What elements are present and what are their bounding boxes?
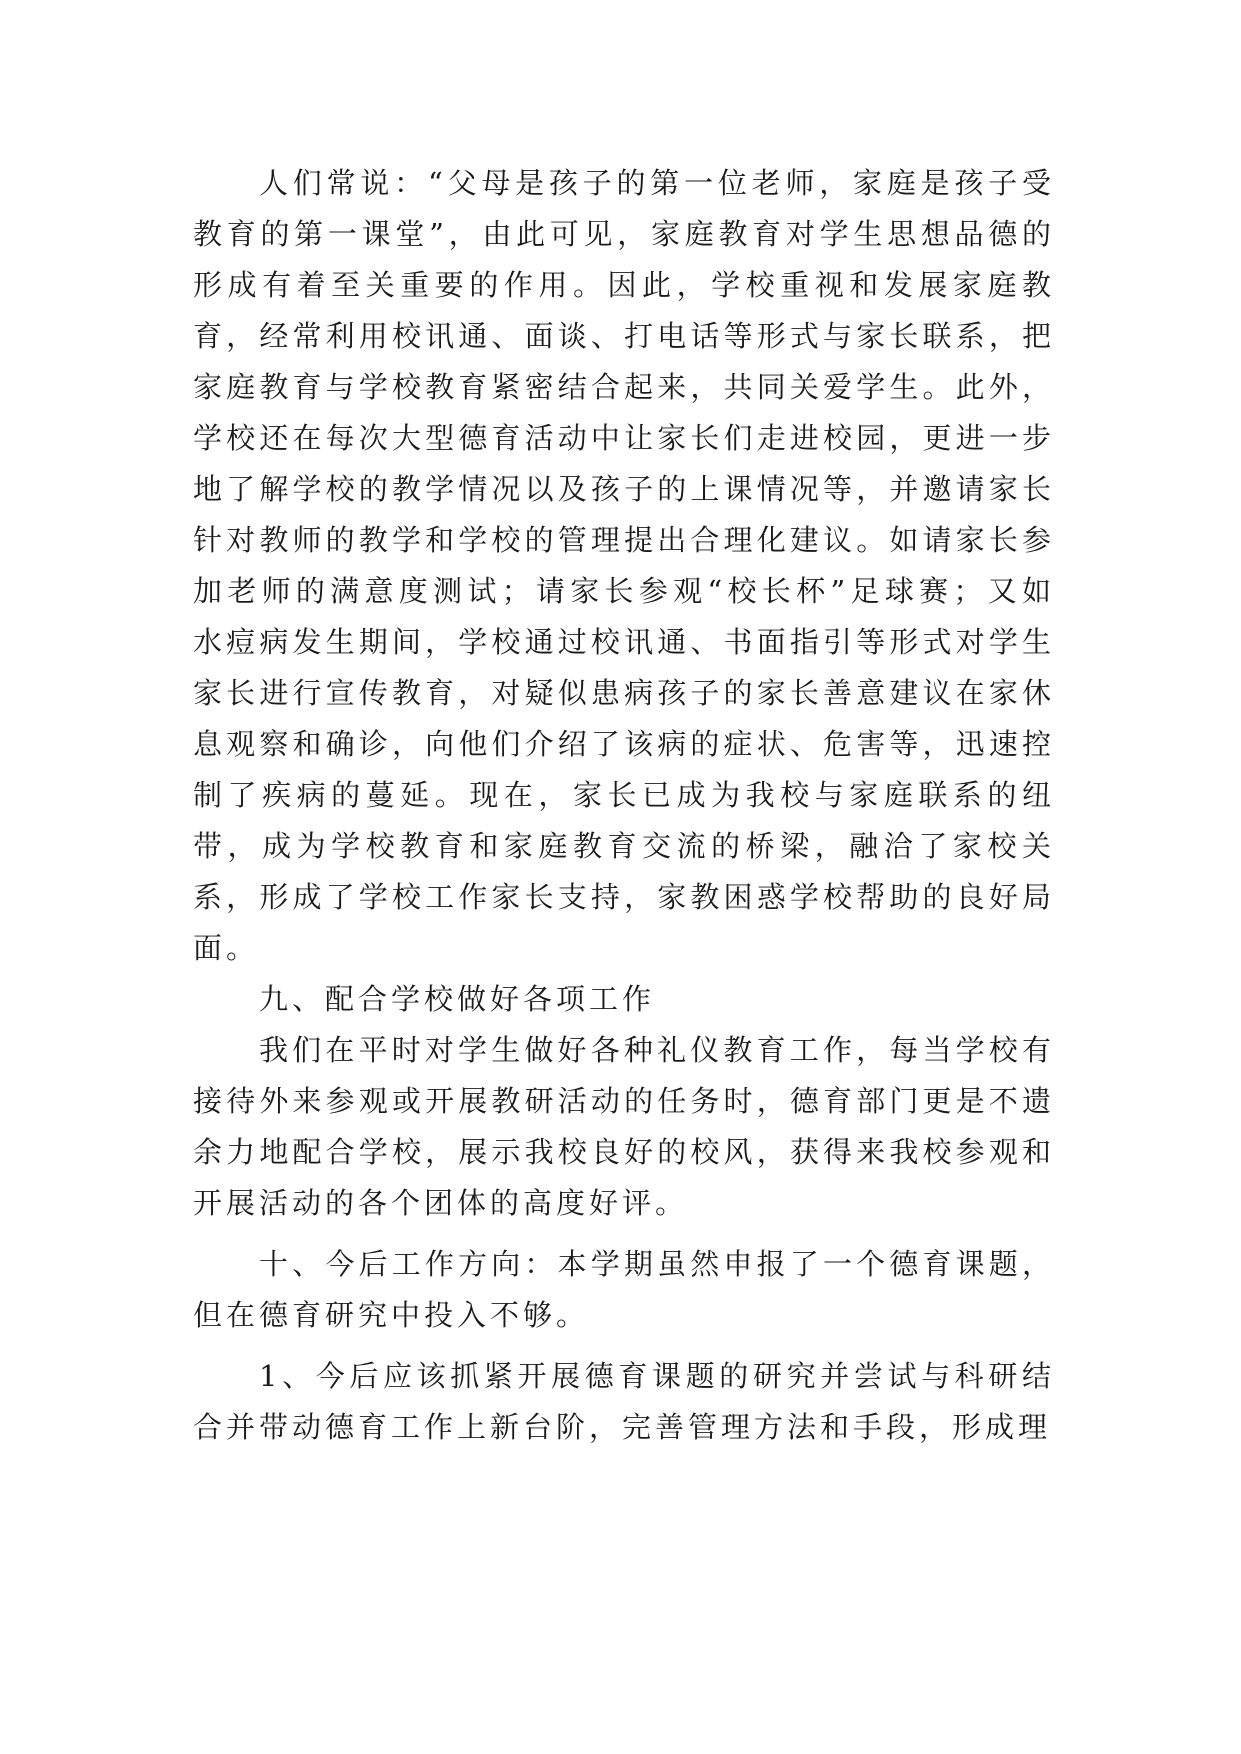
section-heading-nine: 九、配合学校做好各项工作 xyxy=(259,982,656,1016)
paragraph-family-education: 人们常说：“父母是孩子的第一位老师，家庭是孩子受教育的第一课堂”，由此可见，家庭教育对学生思想品德的形成有着至关重要的作用。因此，学校重视和发展家庭教育，经常利用校讯通、面谈、打电话等形式与家长联系，把家庭教育与学校教育紧密结合起来，共同关爱学生。此外，学校还在每次大型德育活动中让家长们走进校园，更进一步地了解学校的教学情况以及孩子的上课情况等，并邀请家长针对教师的教学和学校的管理提出合理化建议。如请家长参加老师的满意度测试；请家长参观“校长杯”足球赛；又如水痘病发生期间，学校通过校讯通、书面指引等形式对学生家长进行宣传教育，对疑似患病孩子的家长善意建议在家休息观察和确诊，向他们介绍了该病的症状、危害等，迅速控制了疾病的蔓延。现在，家长已成为我校与家庭联系的纽带，成为学校教育和家庭教育交流的桥梁，融洽了家校关系，形成了学校工作家长支持，家教困惑学校帮助的良好局面。 xyxy=(193,166,1055,965)
document-page xyxy=(193,158,1055,1453)
paragraph-future-direction: 十、今后工作方向：本学期虽然申报了一个德育课题，但在德育研究中投入不够。 xyxy=(193,1247,1055,1332)
paragraph-etiquette-education: 我们在平时对学生做好各种礼仪教育工作，每当学校有接待外来参观或开展教研活动的任务时，德育部门更是不遗余力地配合学校，展示我校良好的校风，获得来我校参观和开展活动的各个团体的高度好评。 xyxy=(193,1033,1055,1220)
paragraph-item-one: 1、今后应该抓紧开展德育课题的研究并尝试与科研结合并带动德育工作上新台阶，完善管理方法和手段，形成理 xyxy=(193,1359,1055,1444)
